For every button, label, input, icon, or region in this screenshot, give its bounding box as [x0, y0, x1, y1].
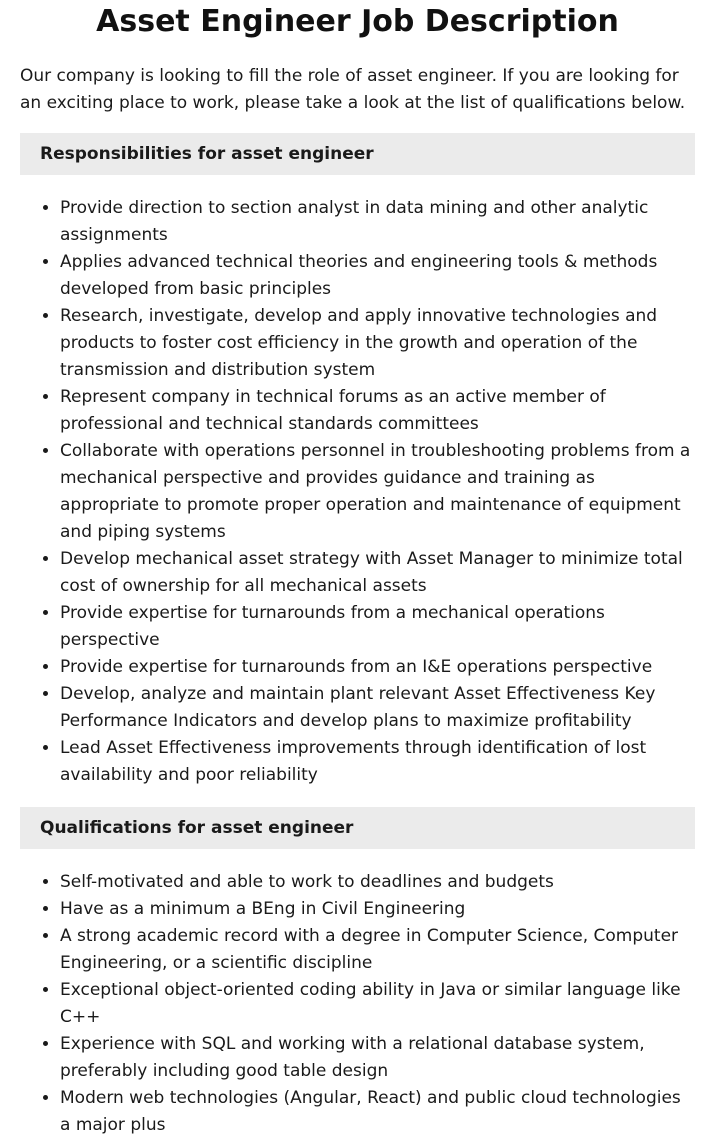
list-item: • Represent company in technical forums as an active member of professional and technical standards committees [60, 384, 695, 438]
list-item: • Collaborate with operations personnel in troubleshooting problems from a mechanical perspective and provides guidance and training as appropriate to promote proper operation and maintenance of equipment and piping systems [60, 438, 695, 546]
list-item: • Develop mechanical asset strategy with Asset Manager to minimize total cost of ownership for all mechanical assets [60, 546, 695, 600]
list-item: • Provide expertise for turnarounds from a mechanical operations perspective [60, 600, 695, 654]
list-item: • Modern web technologies (Angular, React) and public cloud technologies a major plus [60, 1085, 695, 1139]
page-title: Asset Engineer Job Description [96, 4, 619, 39]
list-item: • Self-motivated and able to work to deadlines and budgets [60, 869, 695, 896]
list-item: • Experience with SQL and working with a relational database system, preferably including good table design [60, 1031, 695, 1085]
list-item: • Research, investigate, develop and apply innovative technologies and products to foster cost efficiency in the growth and operation of the transmission and distribution system [60, 303, 695, 384]
list-item: • Applies advanced technical theories and engineering tools & methods developed from basic principles [60, 249, 695, 303]
responsibilities-list [20, 195, 695, 789]
list-item: • A strong academic record with a degree in Computer Science, Computer Engineering, or a scientific discipline [60, 923, 695, 977]
qualifications-heading: Qualifications for asset engineer [20, 807, 695, 849]
list-item: • Provide direction to section analyst in data mining and other analytic assignments [60, 195, 695, 249]
qualifications-list [20, 869, 695, 1139]
list-item: • Have as a minimum a BEng in Civil Engineering [60, 896, 695, 923]
intro-paragraph: Our company is looking to fill the role of asset engineer. If you are looking for an exciting place to work, please take a look at the list of qualifications below. [20, 66, 686, 113]
list-item: • Lead Asset Effectiveness improvements through identification of lost availability and poor reliability [60, 735, 695, 789]
list-item: • Provide expertise for turnarounds from an I&E operations perspective [60, 654, 695, 681]
list-item: • Exceptional object-oriented coding ability in Java or similar language like C++ [60, 977, 695, 1031]
responsibilities-heading: Responsibilities for asset engineer [20, 133, 695, 175]
list-item: • Develop, analyze and maintain plant relevant Asset Effectiveness Key Performance Indicators and develop plans to maximize profitability [60, 681, 695, 735]
